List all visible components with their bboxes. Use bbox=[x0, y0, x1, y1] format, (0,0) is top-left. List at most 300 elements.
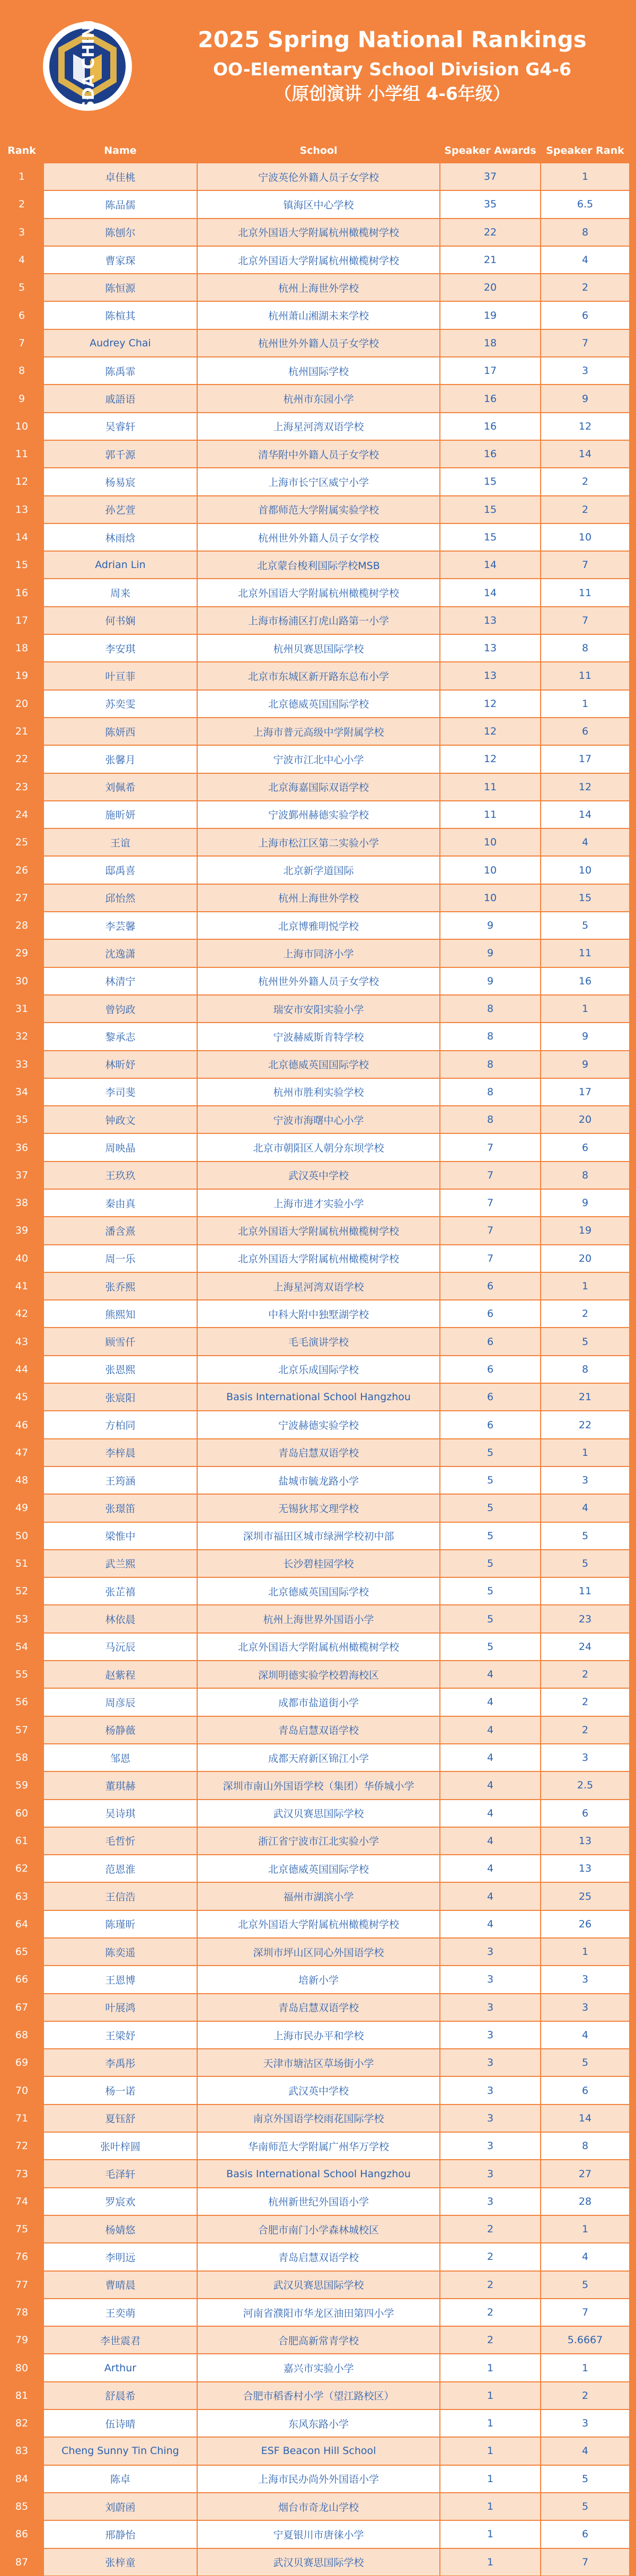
school-cell: 杭州世外外籍人员子女学校 bbox=[197, 967, 440, 995]
school-cell: 合肥市稻香村小学（望江路校区） bbox=[197, 2382, 440, 2409]
rank-cell: 70 bbox=[0, 2076, 43, 2104]
school-cell: 宁夏银川市唐徕小学 bbox=[197, 2520, 440, 2548]
speaker-rank-cell: 5 bbox=[541, 912, 630, 939]
school-cell: Basis International School Hangzhou bbox=[197, 2160, 440, 2187]
speaker-awards-cell: 12 bbox=[440, 718, 541, 745]
speaker-rank-cell: 4 bbox=[541, 1494, 630, 1522]
rank-cell: 11 bbox=[0, 440, 43, 468]
school-cell: 上海市长宁区威宁小学 bbox=[197, 468, 440, 495]
speaker-rank-cell: 10 bbox=[541, 523, 630, 551]
table-row bbox=[0, 662, 636, 689]
speaker-awards-cell: 1 bbox=[440, 2465, 541, 2493]
rank-cell: 82 bbox=[0, 2409, 43, 2437]
speaker-rank-cell: 6 bbox=[541, 2520, 630, 2548]
rank-cell: 23 bbox=[0, 773, 43, 801]
division-subtitle-cn: （原创演讲 小学组 4-6年级） bbox=[274, 83, 510, 104]
name-cell: 王筠涵 bbox=[43, 1466, 197, 1494]
rank-cell: 39 bbox=[0, 1217, 43, 1244]
school-cell: 北京德威英国国际学校 bbox=[197, 1051, 440, 1078]
school-cell: 深圳明德实验学校碧海校区 bbox=[197, 1661, 440, 1688]
name-cell: 邹恩 bbox=[43, 1744, 197, 1771]
speaker-rank-cell: 1 bbox=[541, 2354, 630, 2381]
speaker-rank-cell: 17 bbox=[541, 745, 630, 773]
speaker-rank-cell: 20 bbox=[541, 1106, 630, 1133]
table-row bbox=[0, 2188, 636, 2215]
speaker-rank-cell: 6 bbox=[541, 1800, 630, 1827]
speaker-rank-cell: 12 bbox=[541, 413, 630, 440]
school-cell: 清华附中外籍人员子女学校 bbox=[197, 440, 440, 468]
table-row bbox=[0, 1994, 636, 2021]
rank-cell: 37 bbox=[0, 1162, 43, 1189]
speaker-awards-cell: 13 bbox=[440, 634, 541, 662]
speaker-rank-cell: 1 bbox=[541, 690, 630, 718]
speaker-awards-cell: 2 bbox=[440, 2326, 541, 2354]
table-row bbox=[0, 551, 636, 579]
school-cell: 北京乐成国际学校 bbox=[197, 1356, 440, 1383]
rank-cell: 77 bbox=[0, 2271, 43, 2299]
rank-cell: 83 bbox=[0, 2437, 43, 2465]
speaker-awards-cell: 7 bbox=[440, 1162, 541, 1189]
school-cell: 杭州世外外籍人员子女学校 bbox=[197, 329, 440, 357]
speaker-rank-cell: 7 bbox=[541, 551, 630, 579]
school-cell: 上海星河湾双语学校 bbox=[197, 413, 440, 440]
table-row bbox=[0, 2049, 636, 2076]
speaker-rank-cell: 6 bbox=[541, 1133, 630, 1161]
speaker-awards-cell: 12 bbox=[440, 690, 541, 718]
name-cell: 舒晨希 bbox=[43, 2382, 197, 2409]
speaker-rank-cell: 6 bbox=[541, 2076, 630, 2104]
speaker-awards-cell: 22 bbox=[440, 219, 541, 246]
speaker-rank-cell: 3 bbox=[541, 1466, 630, 1494]
rank-cell: 19 bbox=[0, 662, 43, 689]
speaker-rank-cell: 9 bbox=[541, 1051, 630, 1078]
speaker-rank-cell: 25 bbox=[541, 1882, 630, 1910]
name-cell: 沈逸潇 bbox=[43, 939, 197, 967]
speaker-rank-cell: 5 bbox=[541, 2049, 630, 2076]
table-row bbox=[0, 2548, 636, 2576]
name-cell: 陈妍西 bbox=[43, 718, 197, 745]
school-cell: 天津市塘沽区草场街小学 bbox=[197, 2049, 440, 2076]
table-row bbox=[0, 745, 636, 773]
speaker-rank-cell: 13 bbox=[541, 1855, 630, 1882]
rank-cell: 41 bbox=[0, 1272, 43, 1300]
speaker-awards-cell: 20 bbox=[440, 274, 541, 301]
school-cell: 杭州市胜利实验学校 bbox=[197, 1078, 440, 1106]
rank-cell: 31 bbox=[0, 995, 43, 1023]
speaker-awards-cell: 4 bbox=[440, 1855, 541, 1882]
name-cell: 林雨焓 bbox=[43, 523, 197, 551]
speaker-rank-cell: 8 bbox=[541, 634, 630, 662]
name-cell: 陈卓 bbox=[43, 2465, 197, 2493]
rank-cell: 43 bbox=[0, 1328, 43, 1355]
school-cell: 杭州萧山湘湖未来学校 bbox=[197, 301, 440, 329]
speaker-awards-cell: 37 bbox=[440, 163, 541, 190]
school-cell: 宁波市江北中心小学 bbox=[197, 745, 440, 773]
name-cell: 何书娴 bbox=[43, 607, 197, 634]
speaker-rank-cell: 7 bbox=[541, 329, 630, 357]
speaker-awards-cell: 7 bbox=[440, 1133, 541, 1161]
table-row bbox=[0, 773, 636, 801]
name-cell: 张乔熙 bbox=[43, 1272, 197, 1300]
rank-cell: 47 bbox=[0, 1439, 43, 1466]
table-row bbox=[0, 496, 636, 523]
table-row bbox=[0, 1800, 636, 1827]
speaker-rank-cell: 22 bbox=[541, 1411, 630, 1438]
school-cell: 北京蒙台梭利国际学校MSB bbox=[197, 551, 440, 579]
table-row bbox=[0, 2076, 636, 2104]
school-cell: 宁波英伦外籍人员子女学校 bbox=[197, 163, 440, 190]
school-cell: 上海市民办尚外外国语小学 bbox=[197, 2465, 440, 2493]
speaker-rank-cell: 5 bbox=[541, 2271, 630, 2299]
school-cell: Basis International School Hangzhou bbox=[197, 1383, 440, 1411]
school-cell: 北京外国语大学附属杭州橄榄树学校 bbox=[197, 246, 440, 274]
rank-cell: 48 bbox=[0, 1466, 43, 1494]
name-cell: 秦由真 bbox=[43, 1189, 197, 1217]
name-cell: 陈刨尔 bbox=[43, 219, 197, 246]
name-cell: 张叶梓圆 bbox=[43, 2132, 197, 2160]
column-header-speaker-rank: Speaker Rank bbox=[546, 145, 624, 156]
name-cell: 王恩博 bbox=[43, 1966, 197, 1993]
school-cell: 北京德威英国国际学校 bbox=[197, 1577, 440, 1605]
name-cell: Cheng Sunny Tin Ching bbox=[43, 2437, 197, 2465]
name-cell: 刘蔚函 bbox=[43, 2493, 197, 2520]
school-cell: 深圳市福田区城市绿洲学校初中部 bbox=[197, 1522, 440, 1550]
name-cell: 邸禹喜 bbox=[43, 856, 197, 884]
speaker-rank-cell: 19 bbox=[541, 1217, 630, 1244]
speaker-awards-cell: 5 bbox=[440, 1577, 541, 1605]
name-cell: 李世震君 bbox=[43, 2326, 197, 2354]
table-body bbox=[0, 163, 636, 2576]
speaker-awards-cell: 10 bbox=[440, 828, 541, 856]
speaker-rank-cell: 20 bbox=[541, 1245, 630, 1272]
school-cell: 杭州世外外籍人员子女学校 bbox=[197, 523, 440, 551]
speaker-rank-cell: 14 bbox=[541, 801, 630, 828]
speaker-rank-cell: 7 bbox=[541, 607, 630, 634]
speaker-rank-cell: 1 bbox=[541, 1272, 630, 1300]
name-cell: 林依晨 bbox=[43, 1605, 197, 1632]
rank-cell: 75 bbox=[0, 2215, 43, 2243]
table-row bbox=[0, 1910, 636, 1938]
speaker-awards-cell: 1 bbox=[440, 2548, 541, 2576]
rank-cell: 21 bbox=[0, 718, 43, 745]
speaker-awards-cell: 4 bbox=[440, 1716, 541, 1744]
rank-cell: 78 bbox=[0, 2299, 43, 2326]
rank-cell: 22 bbox=[0, 745, 43, 773]
speaker-rank-cell: 8 bbox=[541, 2132, 630, 2160]
rank-cell: 36 bbox=[0, 1133, 43, 1161]
table-row bbox=[0, 967, 636, 995]
name-cell: 陈瑾昕 bbox=[43, 1910, 197, 1938]
name-cell: 李明远 bbox=[43, 2243, 197, 2271]
speaker-rank-cell: 3 bbox=[541, 2409, 630, 2437]
rank-cell: 24 bbox=[0, 801, 43, 828]
speaker-rank-cell: 5 bbox=[541, 1550, 630, 1577]
table-row bbox=[0, 856, 636, 884]
school-cell: 成都市盐道街小学 bbox=[197, 1688, 440, 1716]
table-row bbox=[0, 1550, 636, 1577]
speaker-rank-cell: 3 bbox=[541, 1744, 630, 1771]
school-cell: 北京新学道国际 bbox=[197, 856, 440, 884]
speaker-awards-cell: 5 bbox=[440, 1494, 541, 1522]
school-cell: 杭州市东园小学 bbox=[197, 385, 440, 412]
table-row bbox=[0, 1661, 636, 1688]
rank-cell: 4 bbox=[0, 246, 43, 274]
rank-cell: 67 bbox=[0, 1994, 43, 2021]
speaker-rank-cell: 14 bbox=[541, 440, 630, 468]
table-row bbox=[0, 1162, 636, 1189]
table-row bbox=[0, 219, 636, 246]
rank-cell: 10 bbox=[0, 413, 43, 440]
speaker-rank-cell: 9 bbox=[541, 1189, 630, 1217]
table-row bbox=[0, 1771, 636, 1799]
table-row bbox=[0, 912, 636, 939]
table-row bbox=[0, 2382, 636, 2409]
school-cell: 上海市民办平和学校 bbox=[197, 2021, 440, 2049]
name-cell: 李安琪 bbox=[43, 634, 197, 662]
speaker-rank-cell: 2 bbox=[541, 1716, 630, 1744]
school-cell: 北京外国语大学附属杭州橄榄树学校 bbox=[197, 1245, 440, 1272]
rank-cell: 9 bbox=[0, 385, 43, 412]
table-row bbox=[0, 1605, 636, 1632]
school-cell: 杭州国际学校 bbox=[197, 357, 440, 385]
name-cell: 施昕妍 bbox=[43, 801, 197, 828]
name-cell: 戚語语 bbox=[43, 385, 197, 412]
table-row bbox=[0, 1938, 636, 1966]
speaker-awards-cell: 16 bbox=[440, 385, 541, 412]
speaker-awards-cell: 3 bbox=[440, 1994, 541, 2021]
school-cell: 毛毛演讲学校 bbox=[197, 1328, 440, 1355]
table-row bbox=[0, 2132, 636, 2160]
rank-cell: 45 bbox=[0, 1383, 43, 1411]
rank-cell: 85 bbox=[0, 2493, 43, 2520]
speaker-rank-cell: 6 bbox=[541, 301, 630, 329]
table-row bbox=[0, 329, 636, 357]
speaker-rank-cell: 28 bbox=[541, 2188, 630, 2215]
school-cell: 杭州贝赛思国际学校 bbox=[197, 634, 440, 662]
school-cell: 镇海区中心学校 bbox=[197, 190, 440, 218]
speaker-awards-cell: 5 bbox=[440, 1466, 541, 1494]
name-cell: 夏钰舒 bbox=[43, 2105, 197, 2132]
table-row bbox=[0, 468, 636, 495]
speaker-rank-cell: 12 bbox=[541, 773, 630, 801]
rank-cell: 52 bbox=[0, 1577, 43, 1605]
rank-cell: 80 bbox=[0, 2354, 43, 2381]
speaker-awards-cell: 8 bbox=[440, 1106, 541, 1133]
table-row bbox=[0, 2326, 636, 2354]
school-cell: 深圳市坪山区同心外国语学校 bbox=[197, 1938, 440, 1966]
name-cell: 伍诗晴 bbox=[43, 2409, 197, 2437]
speaker-awards-cell: 16 bbox=[440, 413, 541, 440]
school-cell: 上海市进才实验小学 bbox=[197, 1189, 440, 1217]
school-cell: 宁波市海曙中心小学 bbox=[197, 1106, 440, 1133]
table-row bbox=[0, 828, 636, 856]
school-cell: 上海市普元高级中学附属学校 bbox=[197, 718, 440, 745]
speaker-awards-cell: 15 bbox=[440, 496, 541, 523]
table-row bbox=[0, 939, 636, 967]
rank-cell: 46 bbox=[0, 1411, 43, 1438]
name-cell: 杨易宸 bbox=[43, 468, 197, 495]
table-row bbox=[0, 1245, 636, 1272]
table-row bbox=[0, 274, 636, 301]
rank-cell: 32 bbox=[0, 1023, 43, 1050]
name-cell: 赵紫程 bbox=[43, 1661, 197, 1688]
name-cell: 陈品儒 bbox=[43, 190, 197, 218]
table-row bbox=[0, 301, 636, 329]
rank-cell: 87 bbox=[0, 2548, 43, 2576]
speaker-awards-cell: 6 bbox=[440, 1356, 541, 1383]
rank-cell: 62 bbox=[0, 1855, 43, 1882]
speaker-awards-cell: 6 bbox=[440, 1411, 541, 1438]
table-row bbox=[0, 1300, 636, 1328]
table-row bbox=[0, 190, 636, 218]
table-row bbox=[0, 884, 636, 912]
table-row bbox=[0, 1716, 636, 1744]
school-cell: 杭州新世纪外国语小学 bbox=[197, 2188, 440, 2215]
rank-cell: 1 bbox=[0, 163, 43, 190]
name-cell: Adrian Lin bbox=[43, 551, 197, 579]
table-row bbox=[0, 690, 636, 718]
speaker-awards-cell: 1 bbox=[440, 2354, 541, 2381]
name-cell: 张梓童 bbox=[43, 2548, 197, 2576]
speaker-awards-cell: 21 bbox=[440, 246, 541, 274]
table-row bbox=[0, 2437, 636, 2465]
name-cell: 方柏同 bbox=[43, 1411, 197, 1438]
table-row bbox=[0, 1744, 636, 1771]
school-cell: 浙江省宁波市江北实验小学 bbox=[197, 1827, 440, 1855]
speaker-rank-cell: 1 bbox=[541, 1439, 630, 1466]
rank-cell: 54 bbox=[0, 1633, 43, 1661]
speaker-rank-cell: 9 bbox=[541, 1023, 630, 1050]
speaker-awards-cell: 1 bbox=[440, 2382, 541, 2409]
column-header-name: Name bbox=[104, 145, 137, 156]
school-cell: 上海市杨浦区打虎山路第一小学 bbox=[197, 607, 440, 634]
rank-cell: 42 bbox=[0, 1300, 43, 1328]
rank-cell: 34 bbox=[0, 1078, 43, 1106]
rank-cell: 38 bbox=[0, 1189, 43, 1217]
name-cell: 张馨月 bbox=[43, 745, 197, 773]
name-cell: 杨静薇 bbox=[43, 1716, 197, 1744]
speaker-awards-cell: 15 bbox=[440, 523, 541, 551]
speaker-rank-cell: 2 bbox=[541, 1688, 630, 1716]
rank-cell: 26 bbox=[0, 856, 43, 884]
name-cell: 陈楦其 bbox=[43, 301, 197, 329]
speaker-rank-cell: 13 bbox=[541, 1827, 630, 1855]
speaker-rank-cell: 5 bbox=[541, 1522, 630, 1550]
speaker-awards-cell: 18 bbox=[440, 329, 541, 357]
rank-cell: 33 bbox=[0, 1051, 43, 1078]
name-cell: 孙艺萱 bbox=[43, 496, 197, 523]
rank-cell: 8 bbox=[0, 357, 43, 385]
table-row bbox=[0, 1356, 636, 1383]
school-cell: 武汉贝赛思国际学校 bbox=[197, 2271, 440, 2299]
table-row bbox=[0, 1855, 636, 1882]
logo-text: NSDA CHINA bbox=[80, 21, 98, 111]
name-cell: 王信浩 bbox=[43, 1882, 197, 1910]
table-row bbox=[0, 1494, 636, 1522]
table-header bbox=[0, 141, 636, 161]
rank-cell: 69 bbox=[0, 2049, 43, 2076]
rank-cell: 12 bbox=[0, 468, 43, 495]
speaker-rank-cell: 3 bbox=[541, 1994, 630, 2021]
speaker-awards-cell: 1 bbox=[440, 2520, 541, 2548]
rank-cell: 76 bbox=[0, 2243, 43, 2271]
table-row bbox=[0, 1633, 636, 1661]
table-row bbox=[0, 1051, 636, 1078]
school-cell: 北京德威英国国际学校 bbox=[197, 690, 440, 718]
school-cell: 杭州上海世外学校 bbox=[197, 274, 440, 301]
speaker-rank-cell: 3 bbox=[541, 1966, 630, 1993]
table-row bbox=[0, 1272, 636, 1300]
rank-cell: 58 bbox=[0, 1744, 43, 1771]
speaker-awards-cell: 1 bbox=[440, 2437, 541, 2465]
name-cell: 王梁妤 bbox=[43, 2021, 197, 2049]
name-cell: 李禹彤 bbox=[43, 2049, 197, 2076]
title-block bbox=[159, 25, 625, 106]
table-row bbox=[0, 1023, 636, 1050]
table-row bbox=[0, 2215, 636, 2243]
name-cell: 刘佩希 bbox=[43, 773, 197, 801]
school-cell: 烟台市奇龙山学校 bbox=[197, 2493, 440, 2520]
school-cell: 北京外国语大学附属杭州橄榄树学校 bbox=[197, 1633, 440, 1661]
speaker-awards-cell: 9 bbox=[440, 912, 541, 939]
speaker-awards-cell: 3 bbox=[440, 2021, 541, 2049]
table-row bbox=[0, 1882, 636, 1910]
table-row bbox=[0, 1688, 636, 1716]
speaker-awards-cell: 4 bbox=[440, 1800, 541, 1827]
rank-cell: 65 bbox=[0, 1938, 43, 1966]
speaker-awards-cell: 3 bbox=[440, 2160, 541, 2187]
name-cell: 郭千源 bbox=[43, 440, 197, 468]
school-cell: 北京市东城区新开路东总布小学 bbox=[197, 662, 440, 689]
table-row bbox=[0, 246, 636, 274]
speaker-awards-cell: 8 bbox=[440, 1023, 541, 1050]
school-cell: 北京外国语大学附属杭州橄榄树学校 bbox=[197, 219, 440, 246]
speaker-rank-cell: 17 bbox=[541, 1078, 630, 1106]
school-cell: 成都天府新区锦江小学 bbox=[197, 1744, 440, 1771]
table-row bbox=[0, 2243, 636, 2271]
table-row bbox=[0, 801, 636, 828]
name-cell: Audrey Chai bbox=[43, 329, 197, 357]
rank-cell: 44 bbox=[0, 1356, 43, 1383]
name-cell: 顾雪仟 bbox=[43, 1328, 197, 1355]
school-cell: 首都师范大学附属实验学校 bbox=[197, 496, 440, 523]
table-row bbox=[0, 579, 636, 606]
rank-cell: 25 bbox=[0, 828, 43, 856]
school-cell: 华南师范大学附属广州华万学校 bbox=[197, 2132, 440, 2160]
speaker-awards-cell: 4 bbox=[440, 1744, 541, 1771]
speaker-awards-cell: 14 bbox=[440, 551, 541, 579]
header bbox=[0, 0, 636, 135]
name-cell: 熊熙知 bbox=[43, 1300, 197, 1328]
school-cell: 福州市湖滨小学 bbox=[197, 1882, 440, 1910]
rank-cell: 84 bbox=[0, 2465, 43, 2493]
speaker-rank-cell: 10 bbox=[541, 856, 630, 884]
school-cell: 武汉英中学校 bbox=[197, 1162, 440, 1189]
table-row bbox=[0, 1189, 636, 1217]
table-row bbox=[0, 1328, 636, 1355]
rank-cell: 49 bbox=[0, 1494, 43, 1522]
speaker-awards-cell: 15 bbox=[440, 468, 541, 495]
rank-cell: 40 bbox=[0, 1245, 43, 1272]
name-cell: 邱怡然 bbox=[43, 884, 197, 912]
school-cell: 长沙碧桂园学校 bbox=[197, 1550, 440, 1577]
table-row bbox=[0, 1078, 636, 1106]
speaker-rank-cell: 2 bbox=[541, 274, 630, 301]
school-cell: 瑞安市安阳实验小学 bbox=[197, 995, 440, 1023]
speaker-rank-cell: 27 bbox=[541, 2160, 630, 2187]
name-cell: 周映晶 bbox=[43, 1133, 197, 1161]
name-cell: 王玖玖 bbox=[43, 1162, 197, 1189]
